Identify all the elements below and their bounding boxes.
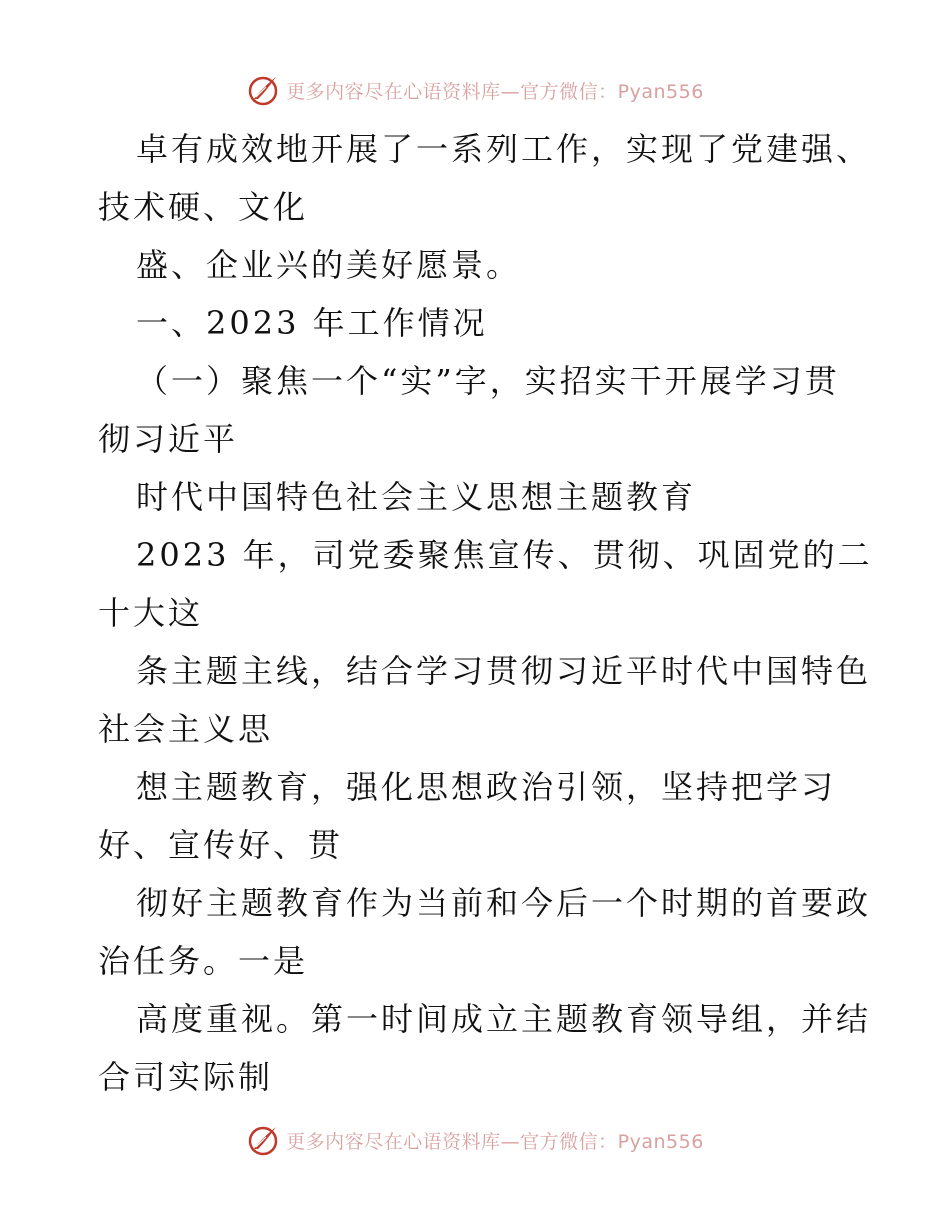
document-body <box>98 120 873 1106</box>
text-line: 2023 年，司党委聚焦宣传、贯彻、巩固党的二 <box>136 536 873 574</box>
text-line: 时代中国特色社会主义思想主题教育 <box>136 478 697 516</box>
text-line: 想主题教育，强化思想政治引领，坚持把学习 <box>136 768 837 806</box>
text-line: 条主题主线，结合学习贯彻习近平时代中国特色 <box>136 652 872 690</box>
watermark-text: 更多内容尽在心语资料库—官方微信：Pyan556 <box>286 80 704 103</box>
quill-logo-icon <box>246 1123 280 1157</box>
text-line: 盛、企业兴的美好愿景。 <box>136 246 522 284</box>
text-line: 治任务。一是 <box>98 942 309 980</box>
footer-watermark <box>0 1120 950 1160</box>
text-line: 高度重视。第一时间成立主题教育领导组，并结 <box>136 1000 872 1038</box>
text-line: 好、宣传好、贯 <box>98 826 344 864</box>
text-line: 彻习近平 <box>98 420 239 458</box>
text-line: 十大这 <box>98 594 204 632</box>
text-line: 合司实际制 <box>98 1058 274 1096</box>
quill-logo-icon <box>246 73 280 107</box>
section-heading: 一、2023 年工作情况 <box>136 304 488 342</box>
watermark-text: 更多内容尽在心语资料库—官方微信：Pyan556 <box>286 1130 704 1153</box>
header-watermark <box>0 70 950 110</box>
text-line: 社会主义思 <box>98 710 274 748</box>
text-line: 技术硬、文化 <box>98 188 309 226</box>
text-line: 卓有成效地开展了一系列工作，实现了党建强、 <box>136 130 872 168</box>
subsection-heading: （一）聚焦一个“实”字，实招实干开展学习贯 <box>136 362 840 400</box>
text-line: 彻好主题教育作为当前和今后一个时期的首要政 <box>136 884 872 922</box>
